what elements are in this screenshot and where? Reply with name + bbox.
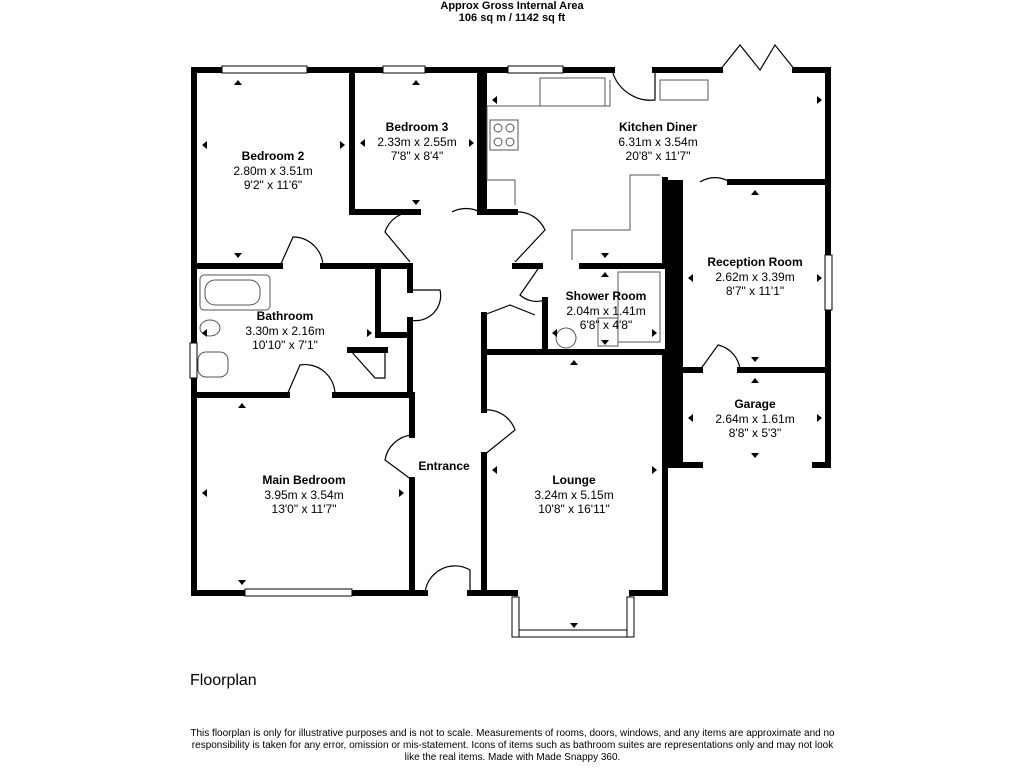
room-metric: 2.04m x 1.41m — [566, 304, 646, 318]
room-name: Kitchen Diner — [618, 120, 698, 134]
room-metric: 6.31m x 3.54m — [618, 135, 698, 149]
room-imperial: 7'8" x 8'4" — [390, 149, 444, 163]
room-imperial: 20'8" x 11'7" — [625, 149, 691, 163]
room-metric: 3.24m x 5.15m — [534, 488, 614, 502]
room-name: Bedroom 2 — [241, 149, 305, 163]
room-name: Bathroom — [256, 309, 314, 323]
room-metric: 2.80m x 3.51m — [233, 164, 313, 178]
room-metric: 2.33m x 2.55m — [377, 135, 457, 149]
plan-title: Floorplan — [190, 672, 257, 689]
room-imperial: 10'10" x 7'1" — [252, 338, 318, 352]
room-bathroom — [245, 309, 324, 352]
room-lounge — [534, 473, 613, 516]
room-name: Lounge — [552, 473, 596, 487]
room-metric: 3.30m x 2.16m — [245, 324, 325, 338]
room-shower — [566, 289, 647, 332]
room-name: Bedroom 3 — [385, 120, 449, 134]
room-imperial: 8'7" x 11'1" — [725, 284, 785, 298]
room-name: Main Bedroom — [262, 473, 346, 487]
disclaimer-text: This floorplan is only for illustrative purposes and is not to scale. Measurements of rooms, doors, windows, and any items are approximate and no responsibility is taken for any error, omission or mis-statement. Icons of items such as bathroom suites are representations only and may not look like the real items. Made with Made Snappy 360. — [190, 728, 835, 763]
room-garage — [715, 397, 794, 440]
room-name: Entrance — [418, 459, 470, 473]
room-imperial: 13'0" x 11'7" — [271, 502, 337, 516]
room-reception — [707, 255, 802, 298]
room-imperial: 10'8" x 16'11" — [538, 502, 610, 516]
room-bedroom-3 — [377, 120, 456, 163]
room-kitchen-diner — [618, 120, 697, 163]
room-name: Shower Room — [565, 289, 647, 303]
room-main-bedroom — [262, 473, 345, 516]
room-imperial: 6'8" x 4'8" — [579, 318, 633, 332]
room-name: Reception Room — [707, 255, 803, 269]
area-header-title: Approx Gross Internal Area — [440, 0, 584, 12]
room-metric: 3.95m x 3.54m — [264, 488, 344, 502]
central-wall — [665, 180, 683, 468]
room-entrance — [418, 459, 470, 473]
area-header-value: 106 sq m / 1142 sq ft — [458, 12, 566, 24]
room-name: Garage — [734, 397, 776, 411]
room-metric: 2.62m x 3.39m — [715, 270, 795, 284]
room-bedroom-2 — [233, 149, 312, 192]
room-imperial: 9'2" x 11'6" — [243, 178, 303, 192]
room-imperial: 8'8" x 5'3" — [728, 426, 782, 440]
room-metric: 2.64m x 1.61m — [715, 412, 795, 426]
